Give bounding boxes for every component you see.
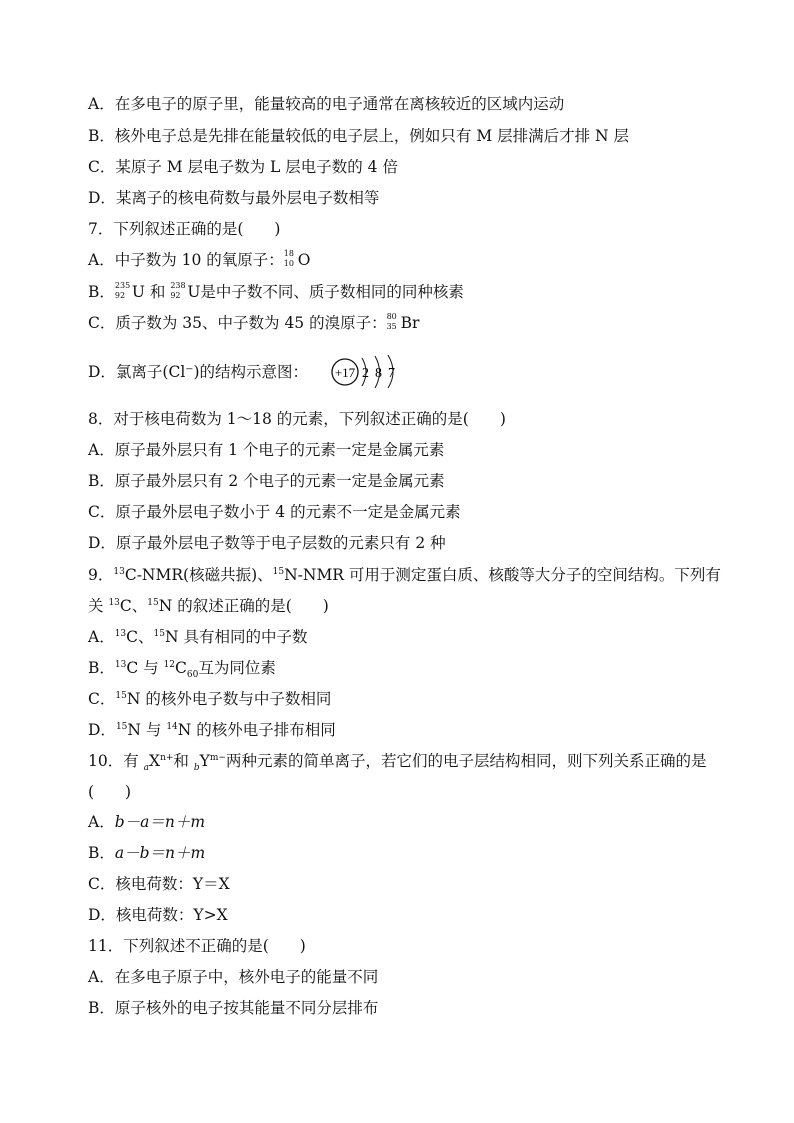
question-9-line-1 [88,565,734,585]
q10-number: 10．有 [88,752,144,770]
q10-option-c: C．核电荷数：Y＝X [88,875,230,893]
element-symbol: O [297,251,311,269]
mass-number: 12 [163,659,176,670]
q8-option-b: B．原子最外层只有 2 个电子的元素一定是金属元素 [88,472,445,490]
chloride-ion-structure-diagram [330,354,410,388]
atomic-number-b: b [193,763,200,774]
q9-option-b [88,658,734,681]
q7-option-c [88,313,734,333]
mass-number: 13 [114,659,127,670]
option-label: D． [88,721,116,739]
q7-option-a [88,250,734,270]
option-label: B． [88,844,115,862]
mass-number: 15 [115,690,127,701]
mass-number: 235 [114,281,131,290]
q9-option-a [88,627,734,647]
option-text: N 的核外电子数与中子数相同 [126,690,332,708]
q10-option-a [88,812,734,832]
option-label: A． [88,813,115,831]
option-text: N 具有相同的中子数 [164,628,308,646]
isotope-notation [114,281,132,300]
mass-number: 13 [113,566,125,577]
q6-option-d: D．某离子的核电荷数与最外层电子数相等 [88,189,380,207]
atomic-number-a: a [143,763,150,774]
q10-option-d: D．核电荷数：Y>X [88,906,228,924]
subscript: 60 [186,670,199,681]
mass-number: 18 [283,249,294,258]
atomic-number: 92 [114,291,126,300]
q7c-text: C．质子数为 35、中子数为 45 的溴原子： [88,314,387,332]
isotope-notation [170,281,187,300]
q9-text: N 的叙述正确的是( ) [158,597,329,615]
mass-number: 13 [108,597,120,608]
shell-2-electrons: 8 [375,366,382,381]
option-text: C 与 [126,659,164,677]
atomic-number: 35 [386,322,397,331]
q7b-text: 是中子数不同、质子数相同的同种核素 [200,283,464,301]
isotope-notation [386,312,401,331]
q11-option-a: A．在多电子原子中，核外电子的能量不同 [88,968,379,986]
nucleus-charge: +17 [334,365,356,380]
question-9-line-2 [88,596,734,616]
option-text: N 的核外电子排布相同 [177,721,336,739]
option-label: B． [88,659,115,677]
q6-option-b: B．核外电子总是先排在能量较低的电子层上，例如只有 M 层排满后才排 N 层 [88,127,630,145]
ion-x-symbol: X [149,752,161,770]
atomic-number: 92 [170,291,181,300]
q10-option-b [88,843,734,863]
q9-text: 关 [88,597,109,615]
option-text: N 与 [127,721,167,739]
ion-y-charge: m− [209,752,226,763]
q7d-text: D．氯离子(Cl⁻)的结构示意图： [88,363,309,381]
q9-text: C、 [119,597,148,615]
equation: b－a＝n＋m [114,813,206,831]
element-symbol: U [187,283,201,301]
q9-option-c [88,689,734,709]
q9-text: C-NMR(核磁共振)、 [124,566,273,584]
question-10-line-1 [88,751,734,774]
equation: a－b＝n＋m [114,844,206,862]
mass-number: 238 [170,281,186,290]
mass-number: 15 [147,597,159,608]
q7-option-b [88,282,734,302]
element-symbol: Br [400,314,420,332]
q11-option-b: B．原子核外的电子按其能量不同分层排布 [88,999,379,1017]
shell-1-electrons: 2 [362,366,369,381]
q9-number: 9． [88,566,114,584]
option-text: C [175,659,187,677]
mass-number: 15 [272,566,285,577]
option-text: C、 [126,628,154,646]
element-symbol: U [131,283,145,301]
mass-number: 15 [115,721,128,732]
question-8: 8．对于核电荷数为 1～18 的元素，下列叙述正确的是( ) [88,410,506,428]
question-7: 7．下列叙述正确的是( ) [88,220,281,238]
ion-y-symbol: Y [199,752,210,770]
q7-option-d [88,362,734,382]
mass-number: 80 [386,312,397,321]
option-label: C． [88,690,116,708]
question-10-line-2: ( ) [88,783,132,801]
q8-option-d: D．原子最外层电子数等于电子层数的元素只有 2 种 [88,534,446,552]
q6-option-c: C．某原子 M 层电子数为 L 层电子数的 4 倍 [88,158,398,176]
q8-option-c: C．原子最外层电子数小于 4 的元素不一定是金属元素 [88,503,461,521]
q6-option-a: A．在多电子的原子里，能量较高的电子通常在离核较近的区域内运动 [88,95,565,113]
q10-text: 和 [173,752,194,770]
option-text: 互为同位素 [198,659,276,677]
question-11: 11．下列叙述不正确的是( ) [88,937,306,955]
mass-number: 15 [153,628,165,639]
q9-text: N-NMR 可用于测定蛋白质、核酸等大分子的空间结构。下列有 [284,566,721,584]
option-label: A． [88,628,115,646]
q9-option-d [88,720,734,740]
q8-option-a: A．原子最外层只有 1 个电子的元素一定是金属元素 [88,441,445,459]
ion-x-charge: n+ [160,752,174,763]
q7b-conjunction: 和 [144,283,171,301]
mass-number: 13 [114,628,127,639]
q7b-label: B． [88,283,115,301]
isotope-notation [283,249,298,268]
atomic-number: 10 [283,259,294,268]
q10-text: 两种元素的简单离子，若它们的电子层结构相同，则下列关系正确的是 [225,752,707,770]
q7a-text: A．中子数为 10 的氧原子： [88,251,284,269]
shell-3-electrons: 7 [388,366,395,381]
mass-number: 14 [166,721,178,732]
